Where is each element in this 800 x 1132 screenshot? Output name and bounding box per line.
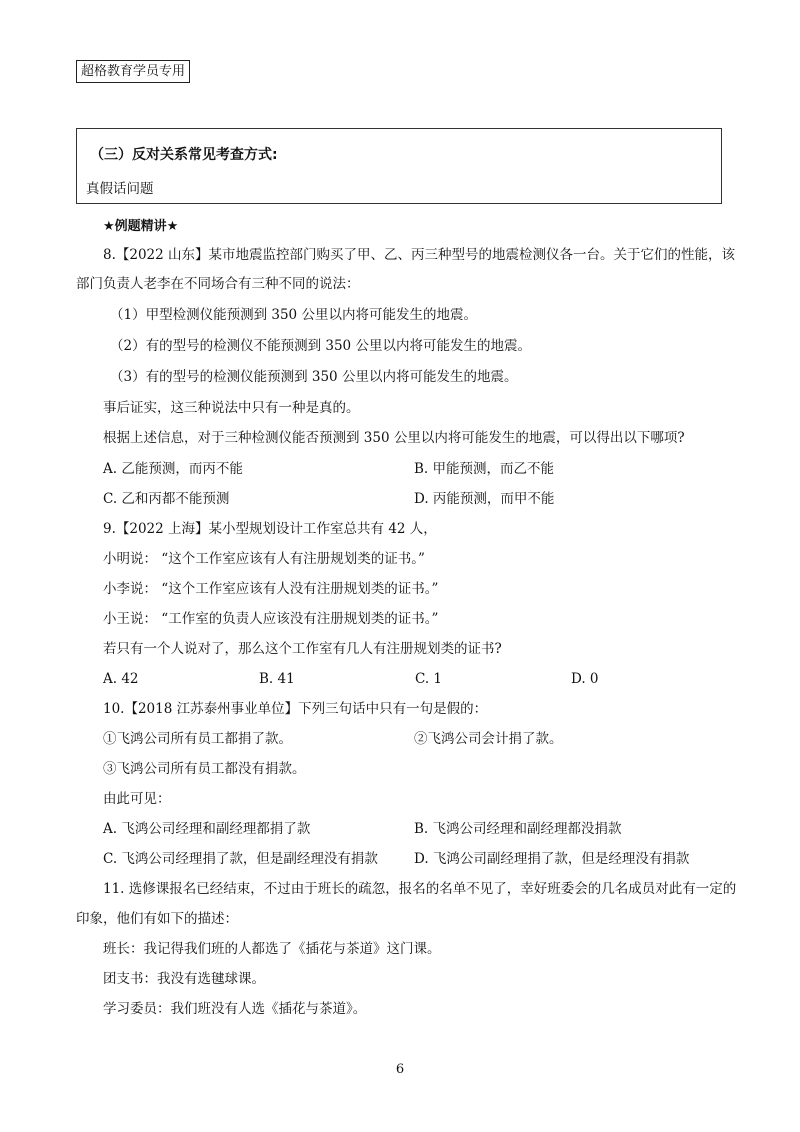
q8-statement-2: （2）有的型号的检测仪不能预测到 350 公里以内将可能发生的地震。 <box>110 338 531 354</box>
q9-xiaoming: 小明说： “这个工作室应该有人有注册规划类的证书。” <box>103 551 425 567</box>
q11-study-committee: 学习委员：我们班没有人选《插花与茶道》。 <box>103 1001 367 1017</box>
q9-option-d: D. 0 <box>571 671 599 687</box>
q8-fact: 事后证实，这三种说法中只有一种是真的。 <box>103 400 360 416</box>
q11-line2: 印象，他们有如下的描述： <box>76 911 238 927</box>
q8-option-b: B. 甲能预测，而乙不能 <box>414 461 555 477</box>
q8-statement-1: （1）甲型检测仪能预测到 350 公里以内将可能发生的地震。 <box>110 307 477 323</box>
q9-option-a: A. 42 <box>103 671 139 687</box>
q8-option-c: C. 乙和丙都不能预测 <box>103 491 230 507</box>
q10-statement-1: ①飞鸿公司所有员工都捐了款。 <box>103 731 292 747</box>
q11-line1: 11. 选修课报名已经结束，不过由于班长的疏忽，报名的名单不见了，幸好班委会的几名成员对此有一定的 <box>103 881 737 897</box>
q10-line1: 10.【2018 江苏泰州事业单位】下列三句话中只有一句是假的： <box>103 701 488 717</box>
q10-statement-2: ②飞鸿公司会计捐了款。 <box>414 731 563 747</box>
q10-option-b: B. 飞鸿公司经理和副经理都没捐款 <box>414 821 622 837</box>
q9-option-c: C. 1 <box>415 671 443 687</box>
q8-line2: 部门负责人老李在不同场合有三种不同的说法： <box>76 276 360 292</box>
q11-league-secretary: 团支书：我没有选毽球课。 <box>103 971 265 987</box>
q8-question: 根据上述信息，对于三种检测仪能否预测到 350 公里以内将可能发生的地震，可以得出以下哪项? <box>103 430 685 446</box>
q10-option-a: A. 飞鸿公司经理和副经理都捐了款 <box>103 821 311 837</box>
q8-option-a: A. 乙能预测，而丙不能 <box>103 461 243 477</box>
q8-option-d: D. 丙能预测，而甲不能 <box>414 491 555 507</box>
q10-statement-3: ③飞鸿公司所有员工都没有捐款。 <box>103 761 306 777</box>
section-text: 真假话问题 <box>86 181 154 197</box>
section-heading: （三）反对关系常见考查方式: <box>90 147 278 163</box>
section-box <box>76 128 722 204</box>
q9-question: 若只有一个人说对了，那么这个工作室有几人有注册规划类的证书? <box>103 641 502 657</box>
q9-xiaoli: 小李说： “这个工作室应该有人没有注册规划类的证书。” <box>103 581 439 597</box>
q8-statement-3: （3）有的型号的检测仪能预测到 350 公里以内将可能发生的地震。 <box>110 369 518 385</box>
q10-option-c: C. 飞鸿公司经理捐了款，但是副经理没有捐款 <box>103 851 378 867</box>
page-number: 6 <box>395 1062 405 1077</box>
q10-option-d: D. 飞鸿公司副经理捐了款，但是经理没有捐款 <box>414 851 690 867</box>
header-stamp: 超格教育学员专用 <box>76 60 190 83</box>
example-title: ★例题精讲★ <box>103 219 179 234</box>
q9-option-b: B. 41 <box>259 671 295 687</box>
q9-xiaowang: 小王说： “工作室的负责人应该没有注册规划类的证书。” <box>103 611 439 627</box>
q11-monitor: 班长：我记得我们班的人都选了《插花与茶道》这门课。 <box>103 941 441 957</box>
q8-line1: 8.【2022 山东】某市地震监控部门购买了甲、乙、丙三种型号的地震检测仪各一台。关于它们的性能，该 <box>103 247 736 263</box>
q10-lead: 由此可见： <box>103 791 171 807</box>
q9-line1: 9.【2022 上海】某小型规划设计工作室总共有 42 人， <box>103 521 437 537</box>
